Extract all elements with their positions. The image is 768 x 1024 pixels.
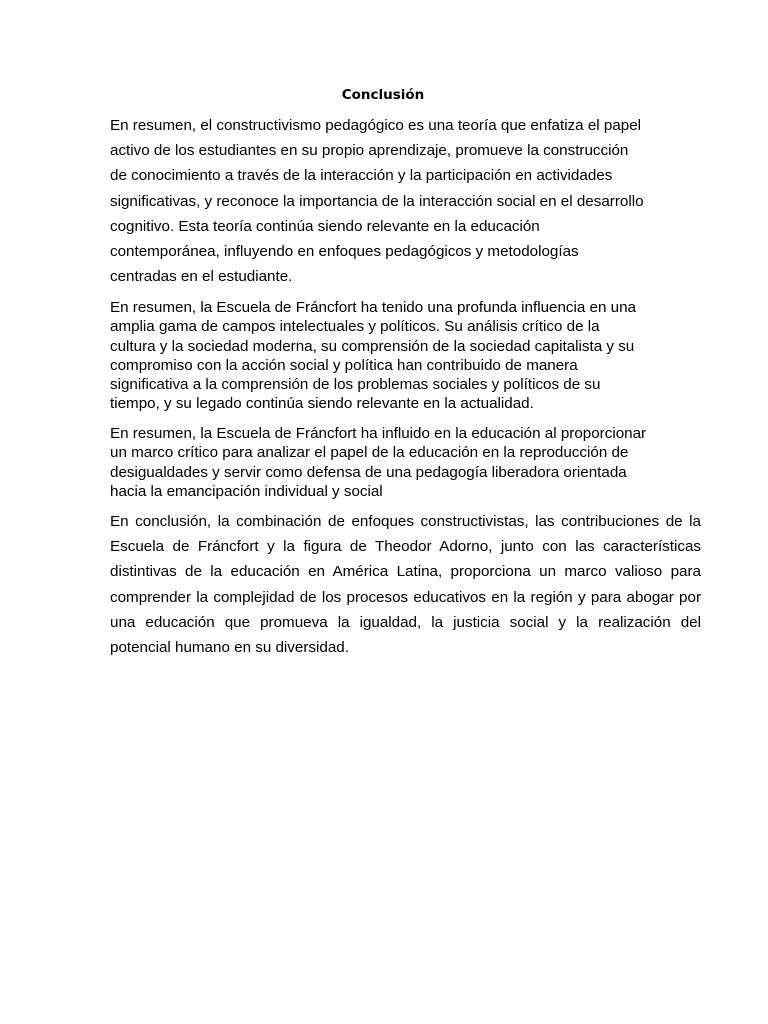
text-line: cognitivo. Esta teoría continúa siendo relevante en la educación	[110, 217, 540, 235]
text-line: comprender la complejidad de los procesos educativos en la región y para abogar por	[110, 588, 701, 606]
text-line: una educación que promueva la igualdad, la justicia social y la realización del	[110, 613, 701, 631]
text-line: significativa a la comprensión de los problemas sociales y políticos de su	[110, 376, 601, 394]
text-line: amplia gama de campos intelectuales y políticos. Su análisis crítico de la	[110, 318, 600, 336]
text-line: tiempo, y su legado continúa siendo relevante en la actualidad.	[110, 395, 534, 413]
paragraph-final-conclusion	[110, 509, 701, 660]
paragraph-constructivism	[110, 113, 644, 289]
text-line: centradas en el estudiante.	[110, 268, 293, 286]
text-line: hacia la emancipación individual y social	[110, 482, 383, 500]
text-line: Escuela de Fráncfort y la figura de Theodor Adorno, junto con las características	[110, 538, 701, 556]
text-line: distintivas de la educación en América Latina, proporciona un marco valioso para	[110, 563, 701, 581]
text-line: contemporánea, influyendo en enfoques pedagógicos y metodologías	[110, 243, 579, 261]
paragraph-frankfurt-education	[110, 424, 646, 501]
page-title: Conclusión	[341, 87, 425, 103]
text-line: potencial humano en su diversidad.	[110, 639, 349, 657]
paragraph-frankfurt-influence	[110, 298, 636, 414]
text-line: de conocimiento a través de la interacción y la participación en actividades	[110, 167, 613, 185]
text-line: En resumen, la Escuela de Fráncfort ha tenido una profunda influencia en una	[110, 299, 637, 316]
text-line: desigualdades y servir como defensa de una pedagogía liberadora orientada	[110, 463, 627, 481]
text-line: un marco crítico para analizar el papel de la educación en la reproducción de	[110, 444, 629, 462]
text-line: En resumen, la Escuela de Fráncfort ha influido en la educación al proporcionar	[110, 425, 647, 442]
text-line: compromiso con la acción social y política han contribuido de manera	[110, 356, 578, 374]
text-line: cultura y la sociedad moderna, su comprensión de la sociedad capitalista y su	[110, 337, 635, 355]
text-line: activo de los estudiantes en su propio aprendizaje, promueve la construcción	[110, 142, 629, 160]
text-line: significativas, y reconoce la importancia de la interacción social en el desarrollo	[110, 192, 644, 210]
text-line: En resumen, el constructivismo pedagógico es una teoría que enfatiza el papel	[110, 117, 642, 134]
text-line: En conclusión, la combinación de enfoques constructivistas, las contribuciones de la	[110, 513, 701, 530]
